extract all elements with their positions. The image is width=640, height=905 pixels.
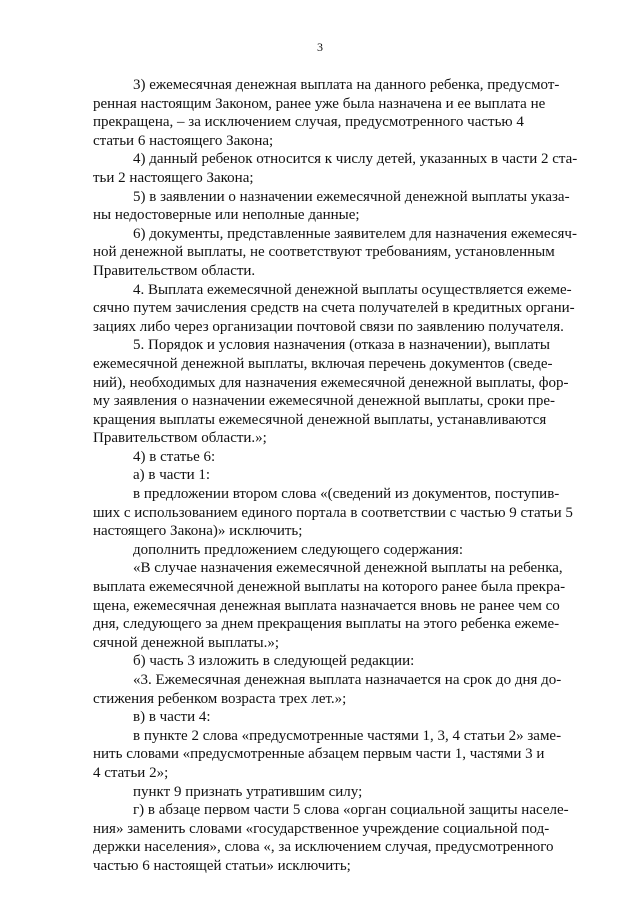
paragraph: а) в части 1:	[133, 467, 211, 484]
paragraph: 6) документы, представленные заявителем для назначения ежемесяч- ной денежной выплаты, не соответствуют требованиям, установленным Правительством области.	[93, 225, 577, 279]
paragraph: г) в абзаце первом части 5 слова «орган социальной защиты населе- ния» заменить словами «государственное учреждение социальной под- держки населения», слова «, за исключением случая, предусмотренного частью 6 настоящей статьи» исключить;	[93, 802, 569, 874]
paragraph: «3. Ежемесячная денежная выплата назначается на срок до дня до- стижения ребенком возраста трех лет.»;	[93, 672, 562, 707]
page-number: 3	[317, 40, 323, 54]
paragraph: в пункте 2 слова «предусмотренные частями 1, 3, 4 статьи 2» заме- нить словами «предусмотренные абзацем первым части 1, частями 3 и 4 статьи 2»;	[93, 727, 562, 781]
paragraph: 4) в статье 6:	[133, 448, 216, 465]
paragraph: 3) ежемесячная денежная выплата на данного ребенка, предусмот- ренная настоящим Законом, ранее уже была назначена и ее выплата не прекращена, – за исключением случая, предусмотренного частью 4 статьи 6 настоящего Закона;	[93, 77, 560, 149]
paragraph: дополнить предложением следующего содержания:	[133, 541, 463, 558]
paragraph: 4) данный ребенок относится к числу детей, указанных в части 2 ста- тьи 2 настоящего Закона;	[93, 151, 578, 186]
paragraph: «В случае назначения ежемесячной денежной выплаты на ребенка, выплата ежемесячной денежной выплаты на которого ранее была прекра- щена, ежемесячная денежная выплата назначается вновь не ранее чем со дня, следующего за днем прекращения выплаты на этого ребенка ежеме- сячной денежной выплаты.»;	[93, 560, 566, 651]
paragraph: 4. Выплата ежемесячной денежной выплаты осуществляется ежеме- сячно путем зачисления средств на счета получателей в кредитных органи- зациях либо через организации почтовой связи по заявлению получателя.	[93, 281, 575, 335]
paragraph: в предложении втором слова «(сведений из документов, поступив- ших с использованием единого портала в соответствии с частью 9 статьи 5 настоящего Закона)» исключить;	[93, 486, 573, 540]
document-body	[93, 76, 579, 876]
paragraph: 5) в заявлении о назначении ежемесячной денежной выплаты указа- ны недостоверные или неполные данные;	[93, 188, 570, 224]
paragraph: 5. Порядок и условия назначения (отказа в назначении), выплаты ежемесячной денежной выплаты, включая перечень документов (сведе- ний), необходимых для назначения ежемесячной денежной выплаты, фор- му заявления о назначении ежемесячной денежной выплаты, сроки пре- кращения выплаты ежемесячной денежной выплаты, устанавливаются Правительством области.»;	[93, 337, 569, 447]
paragraph: пункт 9 признать утратившим силу;	[133, 783, 363, 800]
paragraph: в) в части 4:	[133, 709, 211, 726]
paragraph: б) часть 3 изложить в следующей редакции:	[133, 653, 415, 670]
